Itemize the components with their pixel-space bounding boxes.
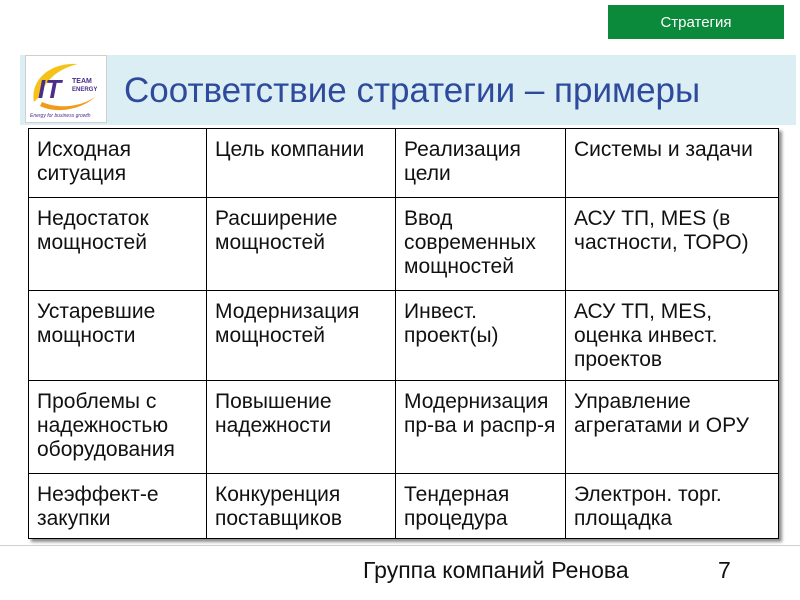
table-cell: АСУ ТП, MES, оценка инвест. проектов bbox=[566, 291, 779, 381]
company-logo bbox=[25, 55, 107, 123]
logo-text-team: TEAM bbox=[72, 78, 92, 85]
table-cell: Ввод современных мощностей bbox=[396, 198, 566, 291]
logo-text-main: IT bbox=[38, 74, 62, 104]
it-team-energy-logo-icon bbox=[26, 56, 106, 122]
page-title: Соответствие стратегии – примеры bbox=[124, 71, 701, 110]
table-row bbox=[29, 474, 779, 539]
table-cell: Недостаток мощностей bbox=[29, 198, 207, 291]
table-cell: Инвест. проект(ы) bbox=[396, 291, 566, 381]
table-row bbox=[29, 291, 779, 381]
table-cell: Проблемы с надежностью оборудования bbox=[29, 381, 207, 474]
section-badge: Стратегия bbox=[608, 5, 784, 39]
table-cell: Тендерная процедура bbox=[396, 474, 566, 539]
table-cell: Конкуренция поставщиков bbox=[207, 474, 396, 539]
table-cell: АСУ ТП, MES (в частности, ТОРО) bbox=[566, 198, 779, 291]
table-header-cell: Реализация цели bbox=[396, 129, 566, 198]
table-header-cell: Системы и задачи bbox=[566, 129, 779, 198]
table-cell: Электрон. торг. площадка bbox=[566, 474, 779, 539]
page-number: 7 bbox=[718, 557, 731, 583]
footer-company: Группа компаний Ренова bbox=[363, 557, 629, 583]
logo-tagline: Energy for business growth bbox=[30, 113, 91, 119]
table-cell: Модернизация пр-ва и распр-я bbox=[396, 381, 566, 474]
table-cell: Повышение надежности bbox=[207, 381, 396, 474]
table-row bbox=[29, 198, 779, 291]
table-cell: Модернизация мощностей bbox=[207, 291, 396, 381]
table-row bbox=[29, 381, 779, 474]
table-header-cell: Цель компании bbox=[207, 129, 396, 198]
table-cell: Устаревшие мощности bbox=[29, 291, 207, 381]
footer-divider bbox=[0, 545, 800, 546]
table-cell: Управление агрегатами и ОРУ bbox=[566, 381, 779, 474]
table-cell: Неэффект-е закупки bbox=[29, 474, 207, 539]
table-cell: Расширение мощностей bbox=[207, 198, 396, 291]
table-header-cell: Исходная ситуация bbox=[29, 129, 207, 198]
strategy-table bbox=[28, 128, 779, 539]
logo-text-energy: ENERGY bbox=[72, 87, 98, 93]
table-header-row bbox=[29, 129, 779, 198]
